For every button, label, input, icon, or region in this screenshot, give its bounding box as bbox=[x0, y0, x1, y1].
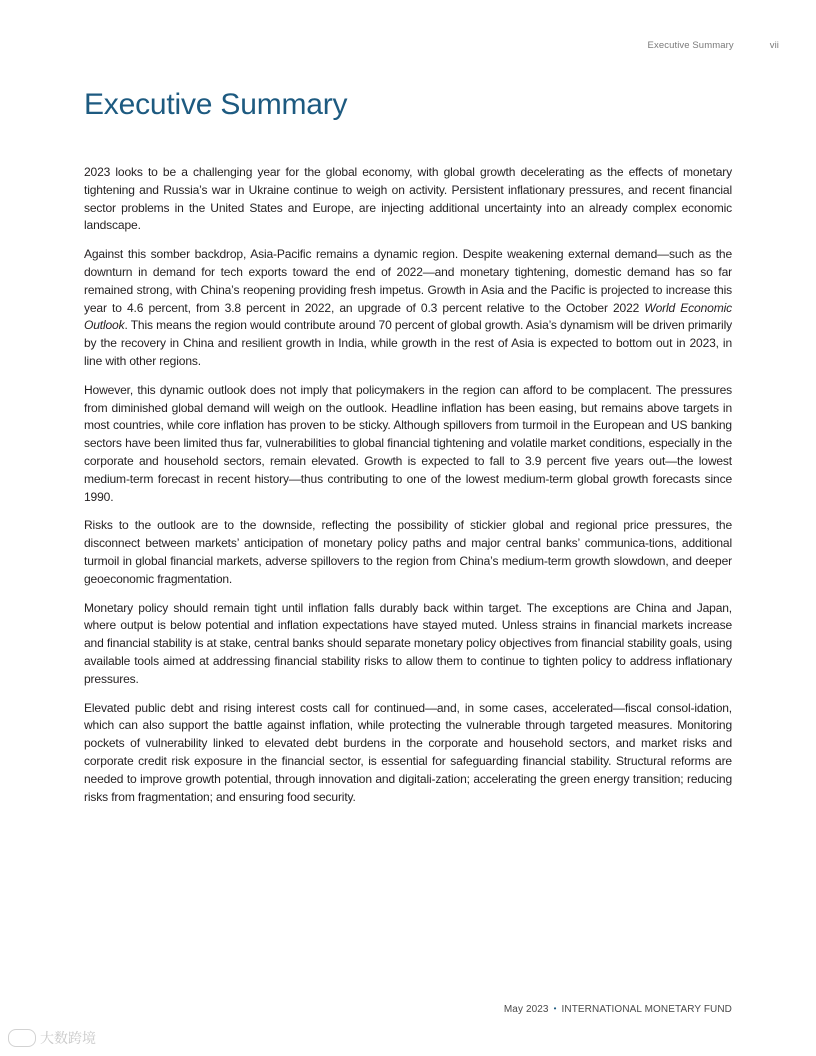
watermark-text: 大数跨境 bbox=[40, 1030, 96, 1046]
paragraph-1: 2023 looks to be a challenging year for the global economy, with global growth decelerating as the effects of monetary tightening and Russia’s war in Ukraine continue to weigh on activity. Persistent inflationary pressures, and recent financial sector problems in the United States and Europe, are injecting additional uncertainty into an already complex economic landscape. bbox=[84, 165, 732, 233]
paragraph-4: Risks to the outlook are to the downside, reflecting the possibility of stickier global and regional price pressures, the disconnect between markets’ anticipation of monetary policy paths and major central banks’ communica-tions, additional turmoil in global financial markets, adverse spillovers to the region from China’s medium-term growth slowdown, and deeper geoeconomic fragmentation. bbox=[84, 518, 732, 586]
paragraph-3: However, this dynamic outlook does not imply that policymakers in the region can afford to be complacent. The pressures from diminished global demand will weigh on the outlook. Headline inflation has been easing, but remains above targets in most countries, while core inflation has proven to be sticky. Although spillovers from turmoil in the European and US banking sectors have been limited thus far, vulnerabilities to global financial tightening and volatile market conditions, especially in the corporate and household sectors, remain elevated. Growth is expected to fall to 3.9 percent five years out—the lowest medium-term forecast in recent history—thus contributing to one of the lowest medium-term global growth forecasts since 1990. bbox=[84, 382, 732, 504]
page-number: vii bbox=[769, 40, 779, 51]
footer-publisher: INTERNATIONAL MONETARY FUND bbox=[561, 1004, 732, 1015]
watermark-logo-icon bbox=[8, 1029, 36, 1047]
footer-bullet: • bbox=[553, 1004, 557, 1013]
paragraph-5: Monetary policy should remain tight until inflation falls durably back within target. The exceptions are China and Japan, where output is below potential and inflation expectations have stayed muted. Unless strains in financial markets increase and financial stability is at stake, central banks should separate monetary policy objectives from financial stability goals, using available tools aimed at addressing financial stability risks to allow them to continue to tighten policy to address inflationary pressures. bbox=[84, 600, 732, 686]
page-footer bbox=[504, 1004, 732, 1015]
paragraph-2-part-1: Against this somber backdrop, Asia-Pacific remains a dynamic region. Despite weakening external demand—such as the downturn in demand for tech exports toward the end of 2022—and monetary tightening, domestic demand has so far remained strong, with China’s reopening providing fresh impetus. Growth in Asia and the Pacific is projected to increase this year to 4.6 percent, from 3.8 percent in 2022, an upgrade of 0.3 percent relative to the October 2022 bbox=[84, 247, 732, 315]
paragraph-6: Elevated public debt and rising interest costs call for continued—and, in some cases, accelerated—fiscal consol-idation, which can also support the battle against inflation, while protecting the vulnerable through targeted measures. Monitoring pockets of vulnerability linked to elevated debt burdens in the corporate and household sectors, and market risks and corporate credit risk exposure in the financial sector, is essential for safeguarding financial stability. Structural reforms are needed to improve growth potential, through innovation and digitali-zation; accelerating the green energy transition; reducing risks from fragmentation; and ensuring food security. bbox=[84, 700, 732, 804]
publication-title: World Economic Outlook bbox=[84, 300, 732, 333]
paragraph-2 bbox=[84, 246, 732, 371]
running-header-section: Executive Summary bbox=[647, 40, 734, 51]
watermark bbox=[8, 1028, 96, 1048]
footer-date: May 2023 bbox=[503, 1004, 549, 1015]
page-title: Executive Summary bbox=[84, 88, 348, 121]
running-header bbox=[648, 40, 779, 51]
body-text bbox=[84, 164, 732, 817]
paragraph-2-part-2: . This means the region would contribute around 70 percent of global growth. Asia’s dynamism will be driven primarily by the recovery in China and resilient growth in India, while growth in the rest of Asia is expected to bottom out in 2023, in line with other regions. bbox=[84, 318, 732, 368]
